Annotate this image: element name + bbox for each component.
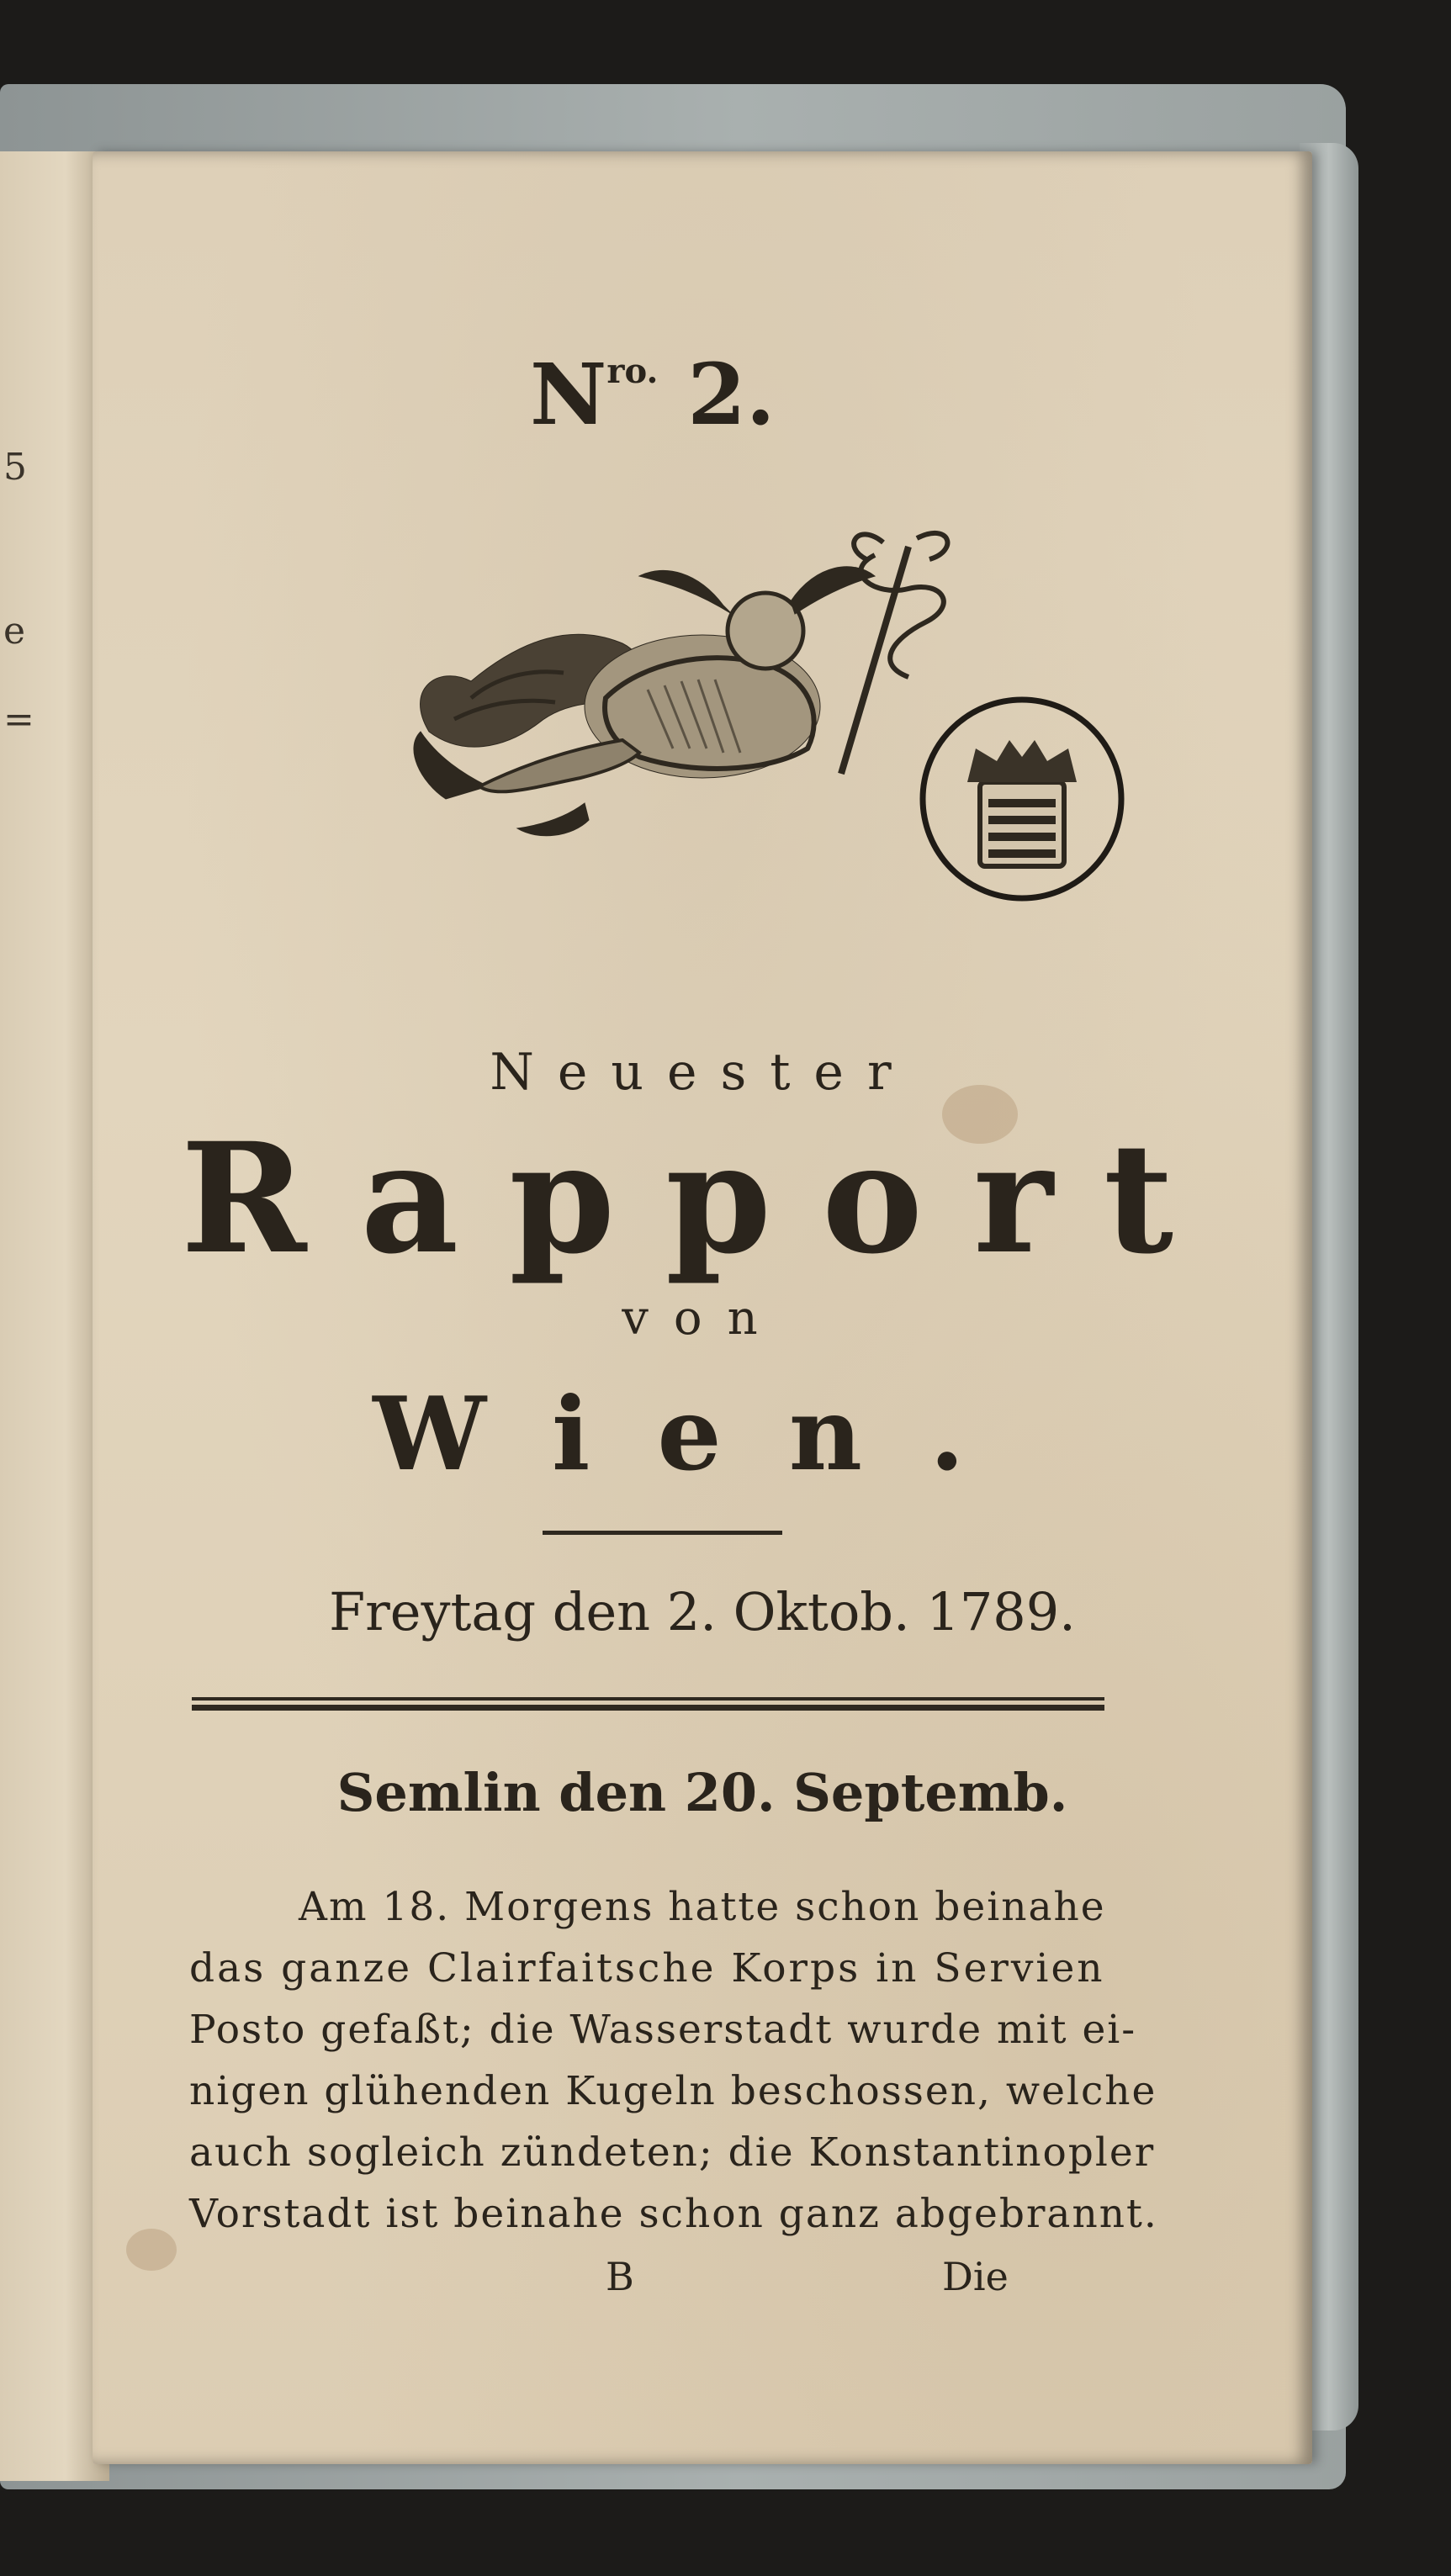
- title-line-von: von: [622, 1291, 783, 1346]
- issue-number: $N^{ro.}$ 2.: [530, 345, 776, 444]
- title-line-rapport: Rapport: [180, 1110, 1225, 1288]
- article-dateline: Semlin den 20. Septemb.: [336, 1762, 1068, 1823]
- left-page-fragment: 5: [3, 446, 27, 489]
- catchword: Die: [942, 2254, 1009, 2299]
- article-line: Vorstadt ist beinahe schon ganz abgebrannt.: [189, 2191, 1158, 2237]
- title-line-wien: Wien.: [373, 1375, 1032, 1494]
- signature-mark: B: [606, 2254, 634, 2299]
- left-page-fragment: =: [3, 698, 34, 741]
- article-line: nigen glühenden Kugeln beschossen, welche: [189, 2068, 1157, 2114]
- title-line-neuester: Neuester: [490, 1043, 915, 1102]
- article-line: Posto gefaßt; die Wasserstadt wurde mit ei-: [189, 2007, 1137, 2053]
- issue-date: Freytag den 2. Oktob. 1789.: [329, 1581, 1076, 1642]
- title-rule: [543, 1531, 782, 1535]
- header-double-rule: [192, 1697, 1104, 1711]
- article-line: Am 18. Morgens hatte schon beinahe: [299, 1884, 1106, 1930]
- article-line: das ganze Clairfaitsche Korps in Servien: [189, 1945, 1105, 1992]
- library-stamp-icon: [913, 690, 1131, 908]
- left-page-fragment: e: [3, 610, 26, 653]
- document-page: [93, 151, 1312, 2464]
- article-line: auch sogleich zündeten; die Konstantinopler: [189, 2129, 1156, 2176]
